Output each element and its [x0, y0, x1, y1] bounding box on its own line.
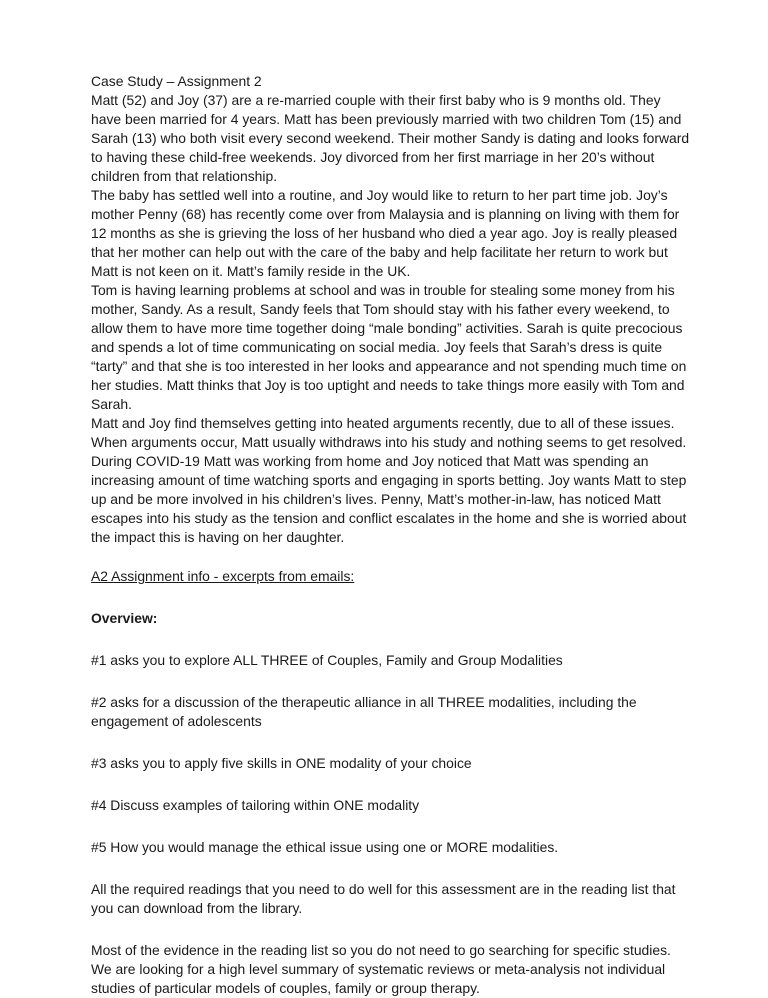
- case-study-title: Case Study – Assignment 2: [91, 73, 262, 89]
- assignment-info-heading: A2 Assignment info - excerpts from emails:: [91, 568, 355, 584]
- overview-item-2: #2 asks for a discussion of the therapeutic alliance in all THREE modalities, including the engagement of adolescents: [91, 694, 637, 729]
- assignment-info-section: [91, 567, 691, 998]
- case-paragraph-1: Matt (52) and Joy (37) are a re-married couple with their first baby who is 9 months old. They have been married for 4 years. Matt has been previously married with two children Tom (15) and Sarah (13) who both visit every second weekend. Their mother Sandy is dating and looks forward to having these child-free weekends. Joy divorced from her first marriage in her 20’s without children from that relationship.: [91, 92, 690, 184]
- case-paragraph-3: Tom is having learning problems at school and was in trouble for stealing some money from his mother, Sandy. As a result, Sandy feels that Tom should stay with his father every weekend, to allow them to have more time together doing “male bonding” activities. Sarah is quite precocious and spends a lot of time communicating on social media. Joy feels that Sarah’s dress is quite “tarty” and that she is too interested in her looks and appearance and not spending much time on her studies. Matt thinks that Joy is too uptight and needs to take things more easily with Tom and Sarah.: [91, 282, 687, 412]
- section-gap: [91, 547, 691, 567]
- overview-item-1: #1 asks you to explore ALL THREE of Couples, Family and Group Modalities: [91, 652, 563, 668]
- overview-item-5: #5 How you would manage the ethical issue using one or MORE modalities.: [91, 839, 559, 855]
- overview-title: Overview:: [91, 610, 158, 626]
- case-study-section: [91, 72, 691, 547]
- closing-paragraph-1: All the required readings that you need to do well for this assessment are in the reading list that you can download from the library.: [91, 881, 676, 916]
- overview-item-4: #4 Discuss examples of tailoring within ONE modality: [91, 797, 420, 813]
- overview-item-3: #3 asks you to apply five skills in ONE modality of your choice: [91, 755, 472, 771]
- closing-paragraph-2: Most of the evidence in the reading list so you do not need to go searching for specific studies. We are looking for a high level summary of systematic reviews or meta-analysis not individual studies of particular models of couples, family or group therapy.: [91, 942, 671, 996]
- case-paragraph-4: Matt and Joy find themselves getting into heated arguments recently, due to all of these issues. When arguments occur, Matt usually withdraws into his study and nothing seems to get resolved. During COVID-19 Matt was working from home and Joy noticed that Matt was spending an increasing amount of time watching sports and engaging in sports betting. Joy wants Matt to step up and be more involved in his children’s lives. Penny, Matt’s mother-in-law, has noticed Matt escapes into his study as the tension and conflict escalates in the home and she is worried about the impact this is having on her daughter.: [91, 415, 687, 545]
- case-paragraph-2: The baby has settled well into a routine, and Joy would like to return to her part time job. Joy’s mother Penny (68) has recently come over from Malaysia and is planning on living with them for 12 months as she is grieving the loss of her husband who died a year ago. Joy is really pleased that her mother can help out with the care of the baby and help facilitate her return to work but Matt is not keen on it. Matt’s family reside in the UK.: [91, 187, 680, 279]
- document-page: [91, 72, 691, 998]
